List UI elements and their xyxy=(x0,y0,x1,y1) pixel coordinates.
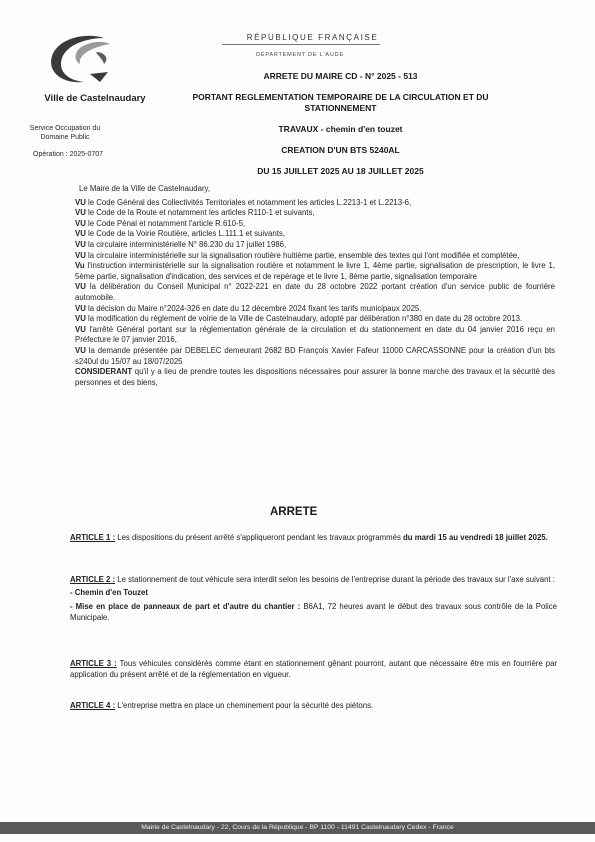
article-label: ARTICLE 1 : xyxy=(70,533,116,542)
article-2-street: - Chemin d'en Touzet xyxy=(70,588,148,597)
article-2 xyxy=(70,574,557,623)
service-name: Service Occupation du Domaine Public xyxy=(29,125,101,141)
considerant-lead: Vu xyxy=(75,261,85,271)
considerant-lead: VU xyxy=(75,218,86,228)
considerant-text: qu'il y a lieu de prendre toutes les dispositions nécessaires pour assurer la bonne marche des travaux et la sécurité des personnes et des biens, xyxy=(75,367,555,387)
considerant-item xyxy=(75,314,555,325)
considerant-lead: VU xyxy=(75,282,86,292)
city-name: Ville de Castelnaudary xyxy=(44,93,146,104)
castelnaudary-logo xyxy=(44,30,128,92)
considerant-lead: VU xyxy=(75,197,86,207)
considerant-lead: VU xyxy=(75,208,86,218)
considerant-lead: VU xyxy=(75,345,86,355)
considerant-text: l'instruction interministérielle sur la signalisation routière et notamment le livre 1, 4ème partie, signalisation de prescription, le livre 1, 5ème partie, signalisation d'indication, des services et de repérage et le livre 1, 8ème partie, signalisation temporaire xyxy=(75,261,555,281)
considerant-item xyxy=(75,282,555,303)
considerant-item xyxy=(75,198,555,209)
considerant-text: le Code de la Route et notamment les articles R110-1 et suivants, xyxy=(88,208,315,218)
considerant-item xyxy=(75,346,555,367)
considerant-item xyxy=(75,219,555,230)
arrete-title: ARRETE xyxy=(270,506,318,518)
considerant-lead: VU xyxy=(75,239,86,249)
article-text: L'entreprise mettra en place un cheminement pour la sécurité des piétons. xyxy=(117,701,374,710)
considerant-text: la circulaire interministérielle sur la signalisation routière huitième partie, ensemble des textes qui l'ont modifiée et complétée, xyxy=(88,250,520,260)
considerants-block xyxy=(75,184,555,388)
article-text: Tous véhicules considérés comme étant en stationnement gênant pourront, autant que nécessaire être mis en fourrière par application du présent arrêté et de la réglementation en vigueur. xyxy=(70,659,557,679)
operation-number: Opération : 2025-0707 xyxy=(33,151,104,158)
travaux-line: TRAVAUX - chemin d'en touzet xyxy=(278,124,403,134)
article-1 xyxy=(70,532,557,543)
considerant-item xyxy=(75,240,555,251)
considerant-text: la délibération du Conseil Municipal n° 2022-221 en date du 28 octobre 2022 portant création d'un service public de fourrière automobile. xyxy=(75,282,555,302)
considerant-item xyxy=(75,261,555,282)
considerant-text: la demande présentée par DEBELEC demeurant 2682 BD François Xavier Fafeur 11000 CARCASSONNE pour la création d'un bts s240ul du 15/07 au 18/07/2025 xyxy=(75,345,556,366)
considerant-text: la modification du règlement de voirie de la Ville de Castelnaudary, adopté par délibération n°380 en date du 28 octobre 2013. xyxy=(88,314,523,324)
considerant-item xyxy=(75,367,555,388)
considerant-lead: CONSIDERANT xyxy=(75,367,133,377)
considerant-text: le Code Général des Collectivités Territoriales et notamment les articles L.2213-1 et L.2213-6, xyxy=(88,197,412,207)
article-text: Les dispositions du présent arrêté s'appliqueront pendant les travaux programmés xyxy=(117,533,401,542)
article-2-intro xyxy=(70,574,557,585)
article-label: ARTICLE 2 : xyxy=(70,575,116,584)
considerant-text: l'arrêté Général portant sur la réglementation générale de la circulation et du stationnement en date du 04 janvier 2016 reçu en Préfecture le 07 janvier 2016, xyxy=(75,324,555,345)
header-divider xyxy=(222,44,380,45)
arrete-subject: PORTANT REGLEMENTATION TEMPORAIRE DE LA CIRCULATION ET DU STATIONNEMENT xyxy=(192,92,489,113)
dates-line: DU 15 JUILLET 2025 AU 18 JUILLET 2025 xyxy=(257,166,424,176)
article-2-signage xyxy=(70,601,557,623)
considerant-item xyxy=(75,229,555,240)
considerant-lead: VU xyxy=(75,229,86,239)
republique-header: RÉPUBLIQUE FRANÇAISE xyxy=(246,33,379,42)
article-text: Le stationnement de tout véhicule sera interdit selon les besoins de l'entreprise durant la période des travaux sur l'axe suivant : xyxy=(117,575,555,584)
considerant-text: la décision du Maire n°2024-326 en date du 12 décembre 2024 fixant les tarifs municipaux 2025. xyxy=(88,303,422,313)
article-dates: du mardi 15 au vendredi 18 juillet 2025. xyxy=(403,533,548,542)
considerant-lead: VU xyxy=(75,324,86,334)
considerant-lead: VU xyxy=(75,303,86,313)
considerant-lead: VU xyxy=(75,250,86,260)
considerant-item xyxy=(75,251,555,262)
footer-address: Mairie de Castelnaudary - 22, Cours de la République - BP 1100 - 11491 Castelnaudary Cedex - France xyxy=(141,824,454,831)
article-4 xyxy=(70,700,557,711)
considerant-lead: VU xyxy=(75,314,86,324)
considerant-text: le Code de la Voirie Routière, articles L.111.1 et suivants, xyxy=(88,229,285,239)
considerant-text: le Code Pénal et notamment l'article R.610-5, xyxy=(88,218,246,228)
article-2-signage-text: B6A1, 72 heures avant le début des travaux sous contrôle de la Police Municipale. xyxy=(70,602,557,622)
considerant-text: Le Maire de la Ville de Castelnaudary, xyxy=(79,184,211,193)
considerant-item xyxy=(75,304,555,315)
article-label: ARTICLE 4 : xyxy=(70,701,116,710)
arrete-number: ARRETE DU MAIRE CD - N° 2025 - 513 xyxy=(263,71,418,81)
article-2-signage-label: - Mise en place de panneaux de part et d'autre du chantier : xyxy=(70,602,301,611)
considerant-text: la circulaire interministérielle N° 86.230 du 17 juillet 1986, xyxy=(88,239,287,249)
considerant-intro xyxy=(75,184,555,195)
article-3 xyxy=(70,658,557,680)
considerant-item xyxy=(75,208,555,219)
considerant-item xyxy=(75,325,555,346)
departement-header: DÉPARTEMENT DE L'AUDE xyxy=(256,52,344,58)
creation-line: CREATION D'UN BTS 5240AL xyxy=(281,145,400,155)
article-label: ARTICLE 3 : xyxy=(70,659,117,668)
